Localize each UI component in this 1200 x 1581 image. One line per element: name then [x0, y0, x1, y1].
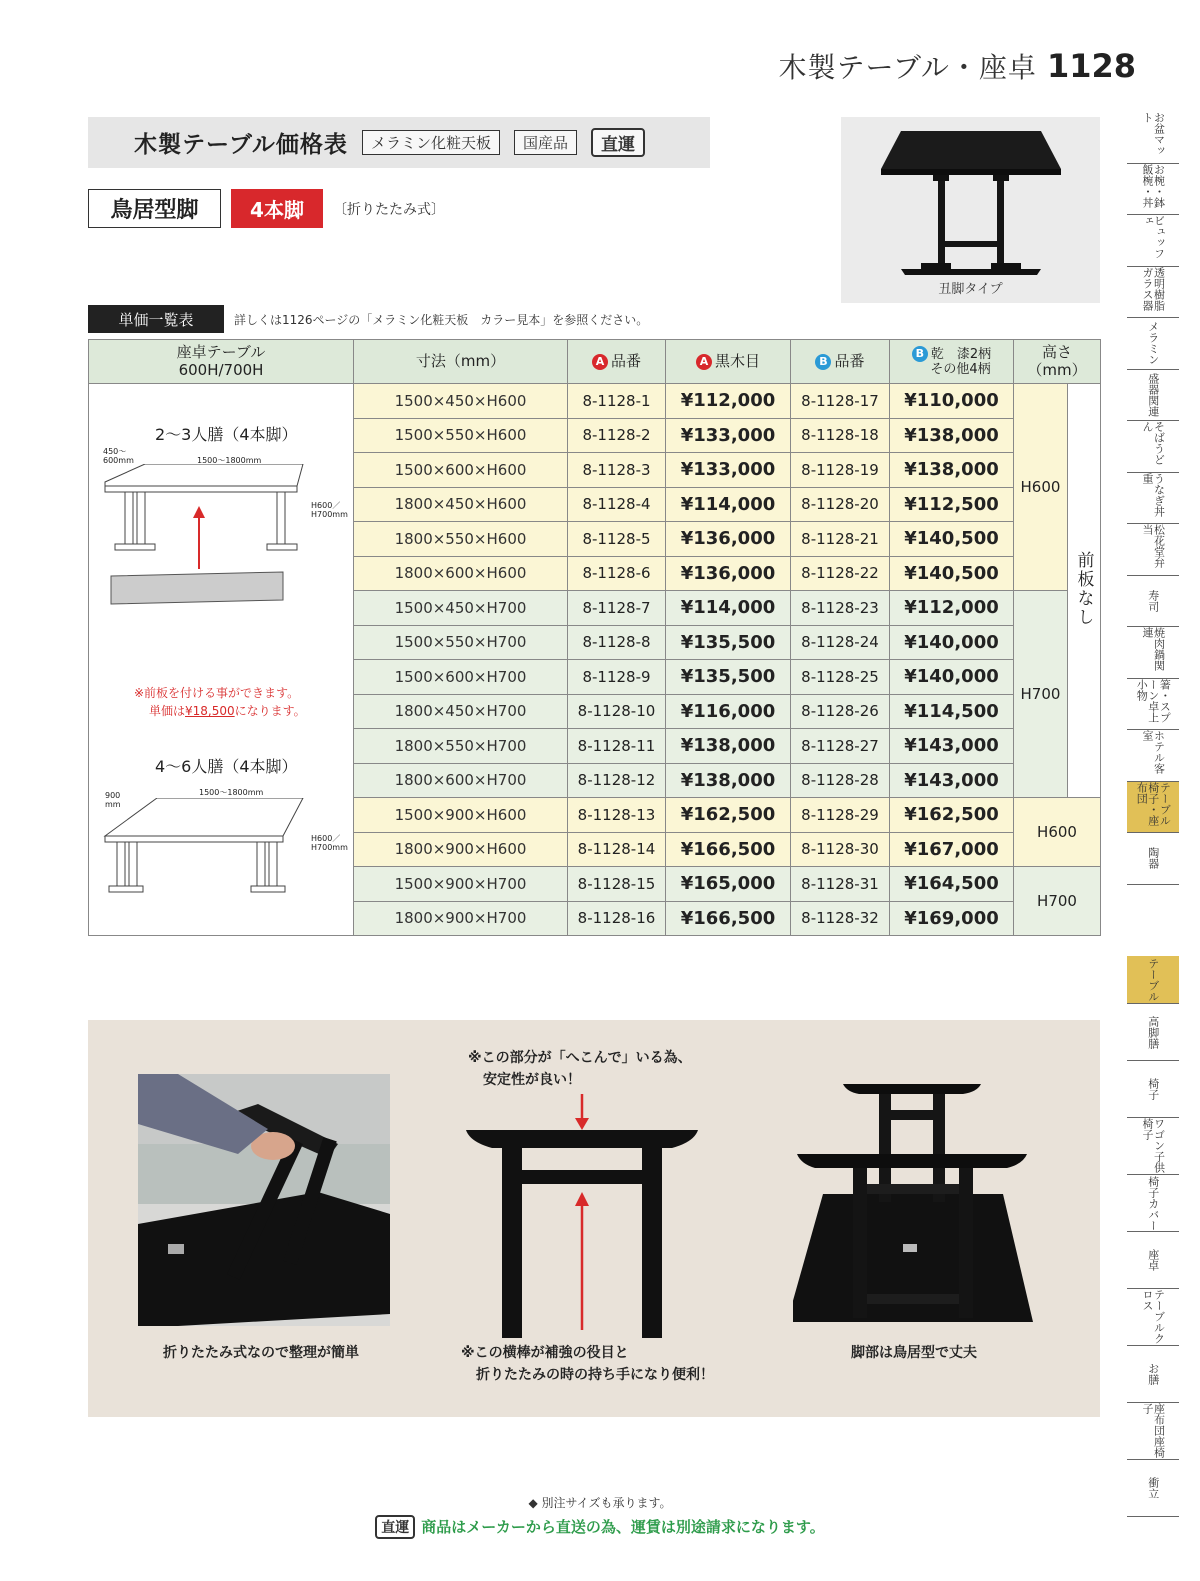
leg-folding-note: 〔折りたたみ式〕	[333, 201, 445, 218]
side-index-label: ホテル客室	[1141, 730, 1166, 774]
b-code-cell: 8-1128-17	[791, 384, 890, 419]
illus-width-small: 1500～1800mm	[197, 456, 262, 465]
size-cell: 1500×900×H700	[354, 867, 568, 902]
price-table-title: 木製テーブル価格表	[134, 132, 348, 158]
b-code-cell: 8-1128-23	[791, 591, 890, 626]
size-cell: 1800×600×H600	[354, 556, 568, 591]
a-code-cell: 8-1128-16	[568, 901, 666, 936]
side-index2-item[interactable]	[1127, 1061, 1179, 1118]
side-index-label: 寿司	[1146, 589, 1160, 612]
leg-type-row	[88, 189, 445, 228]
b-code-cell: 8-1128-31	[791, 867, 890, 902]
side-index-item[interactable]	[1127, 524, 1179, 576]
size-cell: 1800×550×H700	[354, 729, 568, 764]
tag-direct: 直運	[591, 128, 645, 157]
tag-domestic: 国産品	[514, 130, 577, 155]
b-code-cell: 8-1128-26	[791, 694, 890, 729]
header-table-type: 座卓テーブル 600H/700H	[89, 340, 354, 384]
product-photo-top	[841, 117, 1100, 303]
b-code-cell: 8-1128-28	[791, 763, 890, 798]
header-height: 高さ （mm）	[1014, 340, 1101, 384]
b-price-cell: ¥110,000	[890, 384, 1014, 419]
side-index-item[interactable]	[1127, 215, 1179, 267]
side-index2-label: 高脚膳	[1146, 1015, 1160, 1049]
side-index2-item[interactable]	[1127, 1175, 1179, 1232]
b-price-cell: ¥167,000	[890, 832, 1014, 867]
side-index-label: 陶器	[1146, 847, 1160, 870]
footer-shipping-text: 商品はメーカーから直送の為、運賃は別途請求になります。	[421, 1518, 825, 1536]
size-cell: 1500×600×H700	[354, 660, 568, 695]
header-a-code: A 品番	[568, 340, 666, 384]
table-header-row	[89, 340, 1101, 384]
a-code-cell: 8-1128-14	[568, 832, 666, 867]
size-cell: 1500×550×H600	[354, 418, 568, 453]
side-index-item[interactable]	[1127, 112, 1179, 164]
b-price-cell: ¥140,000	[890, 660, 1014, 695]
b-price-cell: ¥140,000	[890, 625, 1014, 660]
a-price-cell: ¥138,000	[666, 763, 791, 798]
a-code-cell: 8-1128-10	[568, 694, 666, 729]
a-code-cell: 8-1128-2	[568, 418, 666, 453]
a-code-cell: 8-1128-15	[568, 867, 666, 902]
price-list-note: 詳しくは1126ページの「メラミン化粧天板 カラー見本」を参照ください。	[234, 312, 649, 327]
a-code-cell: 8-1128-5	[568, 522, 666, 557]
a-price-cell: ¥136,000	[666, 556, 791, 591]
side-index2-label: 衝立	[1146, 1477, 1160, 1499]
illus-depth-large: 900 mm	[105, 791, 121, 809]
illus-label-small: 2～3人膳（4本脚）	[155, 425, 298, 444]
side-index2-label: ワゴン子供椅子	[1141, 1118, 1166, 1173]
side-index2-item[interactable]	[1127, 1346, 1179, 1403]
footer-custom-size-note: ◆ 別注サイズも承ります。	[528, 1496, 672, 1510]
price-list-label: 単価一覧表	[88, 305, 224, 333]
a-code-cell: 8-1128-7	[568, 591, 666, 626]
side-index-item[interactable]	[1127, 782, 1179, 834]
side-index2-label: 椅子カバー	[1146, 1175, 1160, 1231]
side-index-item[interactable]	[1127, 679, 1179, 731]
torii-leg-photo-icon	[793, 1074, 1033, 1334]
page-number: 1128	[1046, 47, 1136, 85]
b-price-cell: ¥169,000	[890, 901, 1014, 936]
caption-torii: 脚部は鳥居型で丈夫	[851, 1345, 977, 1361]
b-code-cell: 8-1128-25	[791, 660, 890, 695]
side-index-item[interactable]	[1127, 576, 1179, 628]
height-h700-wide-cell: H700	[1014, 867, 1101, 936]
b-code-cell: 8-1128-20	[791, 487, 890, 522]
a-price-cell: ¥114,000	[666, 591, 791, 626]
a-code-cell: 8-1128-8	[568, 625, 666, 660]
title-bar	[88, 117, 710, 168]
side-index-label: 盛器関連	[1146, 372, 1160, 417]
illus-front-panel-note: ※前板を付ける事ができます。	[134, 686, 300, 700]
size-cell: 1500×550×H700	[354, 625, 568, 660]
b-price-cell: ¥138,000	[890, 453, 1014, 488]
a-price-cell: ¥166,500	[666, 832, 791, 867]
b-code-cell: 8-1128-18	[791, 418, 890, 453]
side-index-label: お盆マット	[1141, 112, 1166, 156]
side-index-item[interactable]	[1127, 164, 1179, 216]
side-index2-item[interactable]	[1127, 956, 1179, 1004]
side-index-label: うなぎ丼重	[1141, 472, 1166, 517]
table-row	[89, 384, 1101, 419]
a-price-cell: ¥138,000	[666, 729, 791, 764]
side-index-label: そばうどん	[1141, 421, 1166, 465]
b-price-cell: ¥112,500	[890, 487, 1014, 522]
side-index2-label: 座布団座椅子	[1141, 1403, 1166, 1458]
side-index2-item[interactable]	[1127, 1403, 1179, 1460]
side-index-label: 焼肉鍋関連	[1141, 627, 1166, 671]
page-header	[778, 46, 1136, 86]
side-index2-item[interactable]	[1127, 1118, 1179, 1175]
page-title: 木製テーブル・座卓	[778, 51, 1037, 84]
a-code-cell: 8-1128-1	[568, 384, 666, 419]
size-cell: 1800×450×H600	[354, 487, 568, 522]
side-index2-label: お膳	[1146, 1363, 1160, 1385]
caption-bar-2: 折りたたみの時の持ち手になり便利！	[476, 1367, 714, 1383]
side-index-item[interactable]	[1127, 627, 1179, 679]
side-index-label: 透明樹脂ガラス器	[1141, 266, 1166, 311]
size-cell: 1500×900×H600	[354, 798, 568, 833]
caption-bar-1: ※この横棒が補強の役目と	[461, 1345, 629, 1361]
a-code-cell: 8-1128-12	[568, 763, 666, 798]
side-index2-item[interactable]	[1127, 1232, 1179, 1289]
a-code-cell: 8-1128-6	[568, 556, 666, 591]
b-price-cell: ¥140,500	[890, 522, 1014, 557]
folding-photo	[138, 1074, 390, 1326]
b-code-cell: 8-1128-19	[791, 453, 890, 488]
b-code-cell: 8-1128-30	[791, 832, 890, 867]
a-price-cell: ¥116,000	[666, 694, 791, 729]
b-code-cell: 8-1128-27	[791, 729, 890, 764]
a-price-cell: ¥135,500	[666, 625, 791, 660]
tag-melamine: メラミン化粧天板	[362, 130, 500, 155]
b-code-cell: 8-1128-29	[791, 798, 890, 833]
leg-count-badge: 4本脚	[231, 189, 323, 228]
b-price-cell: ¥164,500	[890, 867, 1014, 902]
side-index2-item[interactable]	[1127, 1004, 1179, 1061]
side-index-label: ビュッフェ	[1141, 215, 1166, 259]
side-index-item[interactable]	[1127, 267, 1179, 319]
illus-height-large: H600／ H700mm	[311, 834, 348, 852]
side-index-item[interactable]	[1127, 473, 1179, 525]
size-cell: 1800×900×H600	[354, 832, 568, 867]
side-index-item[interactable]	[1127, 833, 1179, 885]
b-price-cell: ¥112,000	[890, 591, 1014, 626]
side-index2-label: 椅子	[1146, 1078, 1160, 1100]
size-cell: 1800×550×H600	[354, 522, 568, 557]
a-code-cell: 8-1128-9	[568, 660, 666, 695]
height-h600-cell: H600	[1014, 384, 1068, 591]
header-size: 寸法（mm）	[354, 340, 568, 384]
a-price-cell: ¥136,000	[666, 522, 791, 557]
side-index-label: メラミン	[1146, 321, 1160, 366]
b-price-cell: ¥143,000	[890, 729, 1014, 764]
side-index-item[interactable]	[1127, 421, 1179, 473]
size-cell: 1800×900×H700	[354, 901, 568, 936]
side-index-item[interactable]	[1127, 318, 1179, 370]
height-h600-wide-cell: H600	[1014, 798, 1101, 867]
b-price-cell: ¥143,000	[890, 763, 1014, 798]
a-code-cell: 8-1128-11	[568, 729, 666, 764]
side-index-label: テーブル椅子・座布団	[1135, 781, 1172, 826]
size-cell: 1500×450×H600	[354, 384, 568, 419]
small-table-drawing-icon	[97, 464, 307, 654]
illus-depth-small: 450～ 600mm	[103, 447, 134, 465]
price-table	[88, 339, 1101, 936]
side-index2-item[interactable]	[1127, 1289, 1179, 1346]
a-price-cell: ¥166,500	[666, 901, 791, 936]
leg-type: 鳥居型脚	[88, 189, 221, 228]
size-cell: 1500×450×H700	[354, 591, 568, 626]
side-index2-label: テーブルクロス	[1141, 1289, 1166, 1344]
table-photo-icon	[841, 117, 1100, 287]
header-b-price: B 乾 漆2柄 その他4柄	[890, 340, 1014, 384]
a-price-cell: ¥114,000	[666, 487, 791, 522]
illus-width-large: 1500～1800mm	[199, 788, 264, 797]
b-price-cell: ¥162,500	[890, 798, 1014, 833]
side-index-label: 松花堂弁当	[1141, 524, 1166, 568]
b-code-cell: 8-1128-32	[791, 901, 890, 936]
height-h700-cell: H700	[1014, 591, 1068, 798]
caption-recess-2: 安定性が良い！	[483, 1072, 581, 1088]
header-a-price: A 黒木目	[666, 340, 791, 384]
side-index-item[interactable]	[1127, 730, 1179, 782]
footer-direct-badge: 直運	[375, 1515, 415, 1539]
size-cell: 1500×600×H600	[354, 453, 568, 488]
a-price-cell: ¥112,000	[666, 384, 791, 419]
footer-shipping-note	[0, 1515, 1200, 1539]
feature-section	[88, 1020, 1100, 1417]
a-code-cell: 8-1128-4	[568, 487, 666, 522]
table-illustration	[89, 384, 353, 934]
size-cell: 1800×450×H700	[354, 694, 568, 729]
large-table-drawing-icon	[97, 798, 307, 898]
front-panel-cell: 前板なし	[1068, 384, 1101, 798]
a-price-cell: ¥135,500	[666, 660, 791, 695]
caption-folding: 折りたたみ式なので整理が簡単	[163, 1345, 359, 1361]
illus-height-small: H600／ H700mm	[311, 501, 348, 519]
side-index-2	[1127, 956, 1179, 1517]
size-cell: 1800×600×H700	[354, 763, 568, 798]
torii-leg-diagram	[458, 1090, 708, 1340]
b-code-cell: 8-1128-24	[791, 625, 890, 660]
product-photo-caption: 丑脚タイプ	[938, 282, 1003, 297]
illus-front-panel-price: 単価は¥18,500になります。	[149, 704, 306, 718]
header-b-code: B 品番	[791, 340, 890, 384]
a-price-cell: ¥133,000	[666, 418, 791, 453]
side-index-label: 箸・スプーン卓上小物	[1135, 678, 1172, 723]
a-price-cell: ¥133,000	[666, 453, 791, 488]
caption-recess-1: ※この部分が「へこんで」いる為、	[468, 1050, 692, 1066]
price-list-bar	[88, 305, 648, 333]
b-price-cell: ¥138,000	[890, 418, 1014, 453]
a-price-cell: ¥162,500	[666, 798, 791, 833]
illus-label-large: 4～6人膳（4本脚）	[155, 757, 298, 776]
b-code-cell: 8-1128-22	[791, 556, 890, 591]
a-price-cell: ¥165,000	[666, 867, 791, 902]
b-price-cell: ¥140,500	[890, 556, 1014, 591]
side-index2-label: 座卓	[1146, 1249, 1160, 1271]
a-code-cell: 8-1128-3	[568, 453, 666, 488]
folding-table-photo-icon	[138, 1074, 390, 1326]
b-code-cell: 8-1128-21	[791, 522, 890, 557]
side-index-item[interactable]	[1127, 370, 1179, 422]
side-index2-label: テーブル	[1146, 957, 1160, 1002]
side-index-label: お椀・鉢飯椀・丼	[1141, 163, 1166, 208]
side-index	[1127, 112, 1179, 885]
b-price-cell: ¥114,500	[890, 694, 1014, 729]
a-code-cell: 8-1128-13	[568, 798, 666, 833]
